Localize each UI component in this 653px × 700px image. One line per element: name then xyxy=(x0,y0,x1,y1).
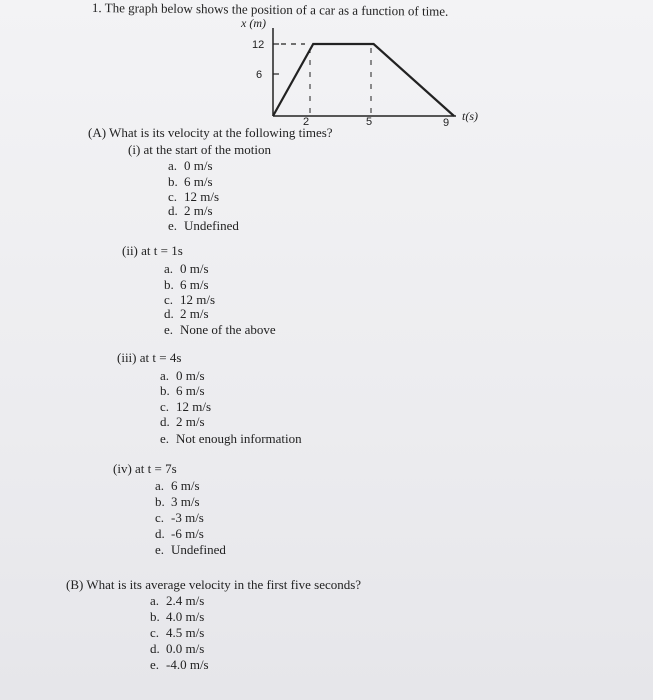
choice-letter: a. xyxy=(160,368,170,383)
choice-text: 0 m/s xyxy=(180,261,209,276)
choice-letter: d. xyxy=(168,203,178,218)
choice-letter: d. xyxy=(150,641,160,656)
choice-i-d[interactable] xyxy=(168,203,213,219)
position-time-graph xyxy=(0,0,653,140)
choice-text: Undefined xyxy=(184,218,239,233)
choice-iv-d[interactable] xyxy=(155,526,204,542)
choice-ii-d[interactable] xyxy=(164,306,209,322)
choice-text: 0.0 m/s xyxy=(166,641,205,656)
choice-letter: b. xyxy=(155,494,165,509)
y-tick-6: 6 xyxy=(256,69,263,81)
choice-text: 6 m/s xyxy=(176,383,205,398)
choice-b-e[interactable] xyxy=(150,657,209,673)
choice-letter: e. xyxy=(160,431,170,446)
choice-i-b[interactable] xyxy=(168,174,213,190)
choice-letter: c. xyxy=(150,625,160,640)
choice-letter: b. xyxy=(150,609,160,624)
choice-text: 6 m/s xyxy=(180,277,209,292)
part-b-title: (B) What is its average velocity in the first five seconds? xyxy=(66,577,362,592)
y-axis-label: x (m) xyxy=(241,16,266,30)
choice-letter: b. xyxy=(160,383,170,398)
choice-iv-b[interactable] xyxy=(155,494,200,510)
choice-letter: a. xyxy=(164,261,174,276)
choice-iii-b[interactable] xyxy=(160,383,205,399)
choice-text: -6 m/s xyxy=(171,526,204,541)
choice-iii-c[interactable] xyxy=(160,399,211,415)
choice-b-d[interactable] xyxy=(150,641,204,657)
choice-ii-b[interactable] xyxy=(164,277,209,293)
choice-text: 2 m/s xyxy=(176,414,205,429)
choice-text: 0 m/s xyxy=(184,158,213,173)
choice-i-e[interactable] xyxy=(168,218,239,234)
choice-text: 12 m/s xyxy=(180,292,216,307)
choice-iv-c[interactable] xyxy=(155,510,204,526)
choice-letter: a. xyxy=(150,593,160,608)
choice-text: Not enough information xyxy=(176,431,302,446)
choice-ii-e[interactable] xyxy=(164,322,276,338)
choice-text: 6 m/s xyxy=(171,478,200,493)
x-axis-label: t(s) xyxy=(462,109,478,123)
problem-statement: 1. The graph below shows the position of a car as a function of time. xyxy=(91,0,449,19)
choice-letter: c. xyxy=(164,292,174,307)
choice-text: Undefined xyxy=(171,542,226,557)
choice-text: 12 m/s xyxy=(184,189,220,204)
choice-b-a[interactable] xyxy=(150,593,204,609)
choice-letter: b. xyxy=(164,277,174,292)
choice-letter: c. xyxy=(160,399,170,414)
choice-i-a[interactable] xyxy=(168,158,213,174)
choice-text: -4.0 m/s xyxy=(166,657,209,672)
choice-text: 0 m/s xyxy=(176,368,205,383)
choice-text: 2 m/s xyxy=(184,203,213,218)
choice-letter: b. xyxy=(168,174,178,189)
choice-text: 2 m/s xyxy=(180,306,209,321)
question-i-label: (i) at the start of the motion xyxy=(128,142,271,157)
choice-letter: c. xyxy=(155,510,165,525)
choice-text: -3 m/s xyxy=(171,510,204,525)
choice-letter: d. xyxy=(160,414,170,429)
choice-letter: e. xyxy=(164,322,174,337)
choice-letter: d. xyxy=(164,306,174,321)
choice-text: 3 m/s xyxy=(171,494,200,509)
x-tick-2: 2 xyxy=(303,116,310,128)
part-a-title: (A) What is its velocity at the following times? xyxy=(88,125,333,140)
question-ii-label: (ii) at t = 1s xyxy=(122,243,183,258)
choice-iii-a[interactable] xyxy=(160,368,205,384)
choice-letter: d. xyxy=(155,526,165,541)
x-tick-5: 5 xyxy=(366,116,373,128)
choice-b-b[interactable] xyxy=(150,609,204,625)
choice-letter: a. xyxy=(168,158,178,173)
choice-letter: e. xyxy=(168,218,178,233)
choice-text: 6 m/s xyxy=(184,174,213,189)
choice-b-c[interactable] xyxy=(150,625,204,641)
question-iii-label: (iii) at t = 4s xyxy=(117,350,182,365)
choice-letter: e. xyxy=(155,542,165,557)
choice-iv-e[interactable] xyxy=(155,542,226,558)
choice-text: 4.0 m/s xyxy=(166,609,205,624)
choice-iv-a[interactable] xyxy=(155,478,200,494)
x-tick-9: 9 xyxy=(443,117,450,129)
choice-ii-a[interactable] xyxy=(164,261,209,277)
choice-iii-e[interactable] xyxy=(160,431,302,447)
choice-letter: a. xyxy=(155,478,165,493)
choice-text: 2.4 m/s xyxy=(166,593,205,608)
choice-text: 4.5 m/s xyxy=(166,625,205,640)
y-tick-12: 12 xyxy=(252,39,265,51)
choice-iii-d[interactable] xyxy=(160,414,205,430)
question-iv-label: (iv) at t = 7s xyxy=(113,461,177,476)
choice-text: None of the above xyxy=(180,322,276,337)
position-line xyxy=(273,44,454,116)
choice-text: 12 m/s xyxy=(176,399,212,414)
choice-letter: e. xyxy=(150,657,160,672)
choice-letter: c. xyxy=(168,189,178,204)
